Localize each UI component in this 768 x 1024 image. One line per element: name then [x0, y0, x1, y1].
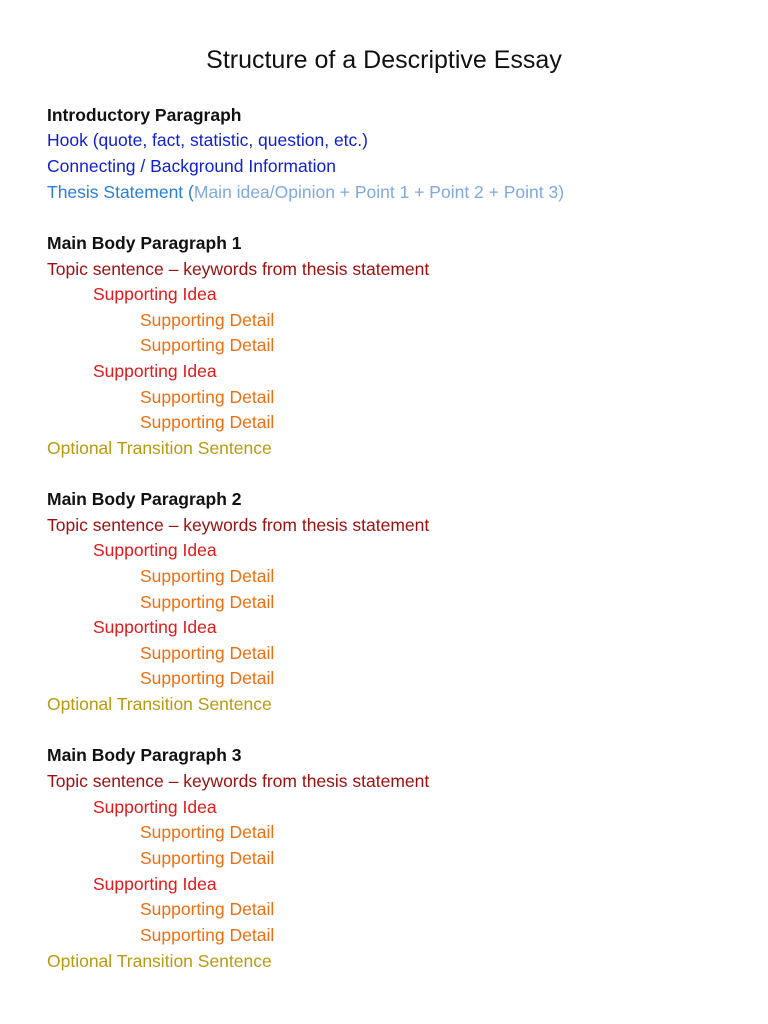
body-3-supporting-detail-2b: Supporting Detail — [140, 925, 275, 945]
body-1-supporting-detail-1b: Supporting Detail — [140, 335, 275, 355]
body-3-supporting-idea-2: Supporting Idea — [93, 874, 217, 894]
body-2-topic-sentence: Topic sentence – keywords from thesis statement — [47, 515, 430, 535]
body-3-supporting-detail-2a: Supporting Detail — [140, 899, 275, 919]
body-1-supporting-detail-1a: Supporting Detail — [140, 310, 275, 330]
thesis-label: Thesis Statement ( — [47, 182, 194, 202]
body-3-topic-sentence: Topic sentence – keywords from thesis statement — [47, 771, 430, 791]
intro-thesis — [47, 181, 564, 203]
body-2-supporting-idea-2: Supporting Idea — [93, 617, 217, 637]
body-2-supporting-detail-2a: Supporting Detail — [140, 643, 275, 663]
body-3-supporting-detail-1b: Supporting Detail — [140, 848, 275, 868]
body-3-transition: Optional Transition Sentence — [47, 951, 272, 971]
page-title: Structure of a Descriptive Essay — [206, 46, 562, 74]
body-2-supporting-detail-2b: Supporting Detail — [140, 668, 275, 688]
body-1-supporting-detail-2a: Supporting Detail — [140, 387, 275, 407]
body-3-supporting-detail-1a: Supporting Detail — [140, 822, 275, 842]
intro-hook: Hook (quote, fact, statistic, question, etc.) — [47, 130, 368, 150]
body-1-supporting-idea-1: Supporting Idea — [93, 284, 217, 304]
thesis-detail: Main idea/Opinion + Point 1 + Point 2 + Point 3) — [193, 182, 565, 202]
body-1-transition: Optional Transition Sentence — [47, 438, 272, 458]
body-3-heading: Main Body Paragraph 3 — [47, 745, 242, 765]
body-3-supporting-idea-1: Supporting Idea — [93, 797, 217, 817]
body-1-heading: Main Body Paragraph 1 — [47, 233, 242, 253]
body-2-transition: Optional Transition Sentence — [47, 694, 272, 714]
body-2-supporting-idea-1: Supporting Idea — [93, 540, 217, 560]
body-2-supporting-detail-1b: Supporting Detail — [140, 592, 275, 612]
body-2-supporting-detail-1a: Supporting Detail — [140, 566, 275, 586]
body-1-topic-sentence: Topic sentence – keywords from thesis statement — [47, 259, 430, 279]
body-2-heading: Main Body Paragraph 2 — [47, 489, 242, 509]
body-1-supporting-detail-2b: Supporting Detail — [140, 412, 275, 432]
intro-connecting: Connecting / Background Information — [47, 156, 336, 176]
intro-heading: Introductory Paragraph — [47, 105, 242, 125]
body-1-supporting-idea-2: Supporting Idea — [93, 361, 217, 381]
